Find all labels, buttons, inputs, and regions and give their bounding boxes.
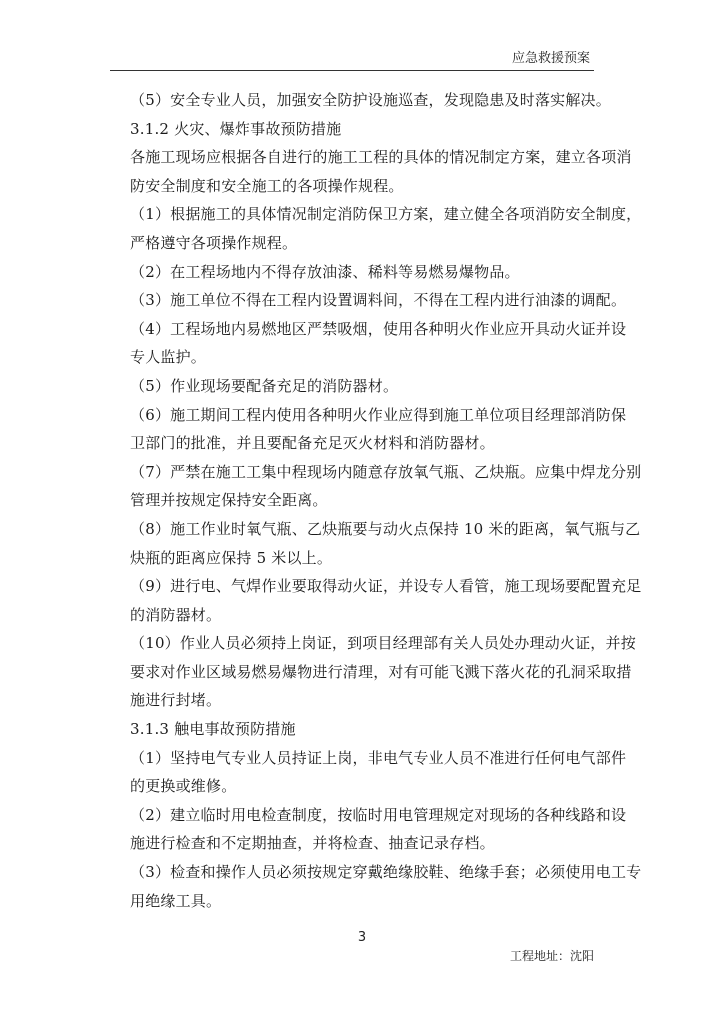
body-line: 防安全制度和安全施工的各项操作规程。 — [130, 176, 404, 195]
document-body — [130, 86, 642, 915]
body-line: （8）施工作业时氧气瓶、乙炔瓶要与动火点保持 10 米的距离，氧气瓶与乙 — [130, 519, 641, 538]
body-line: 的消防器材。 — [130, 605, 222, 624]
body-line: 炔瓶的距离应保持 5 米以上。 — [130, 548, 333, 567]
body-line: （7）严禁在施工工集中程现场内随意存放氧气瓶、乙炔瓶。应集中焊龙分别 — [130, 462, 642, 481]
body-line: 卫部门的批准，并且要配备充足灭火材料和消防器材。 — [130, 434, 495, 453]
body-line: （1）坚持电气专业人员持证上岗，非电气专业人员不准进行任何电气部件 — [130, 748, 627, 767]
footer-address: 工程地址：沈阳 — [509, 949, 594, 963]
body-line: （9）进行电、气焊作业要取得动火证，并设专人看管，施工现场要配置充足 — [130, 577, 642, 596]
page-header — [110, 50, 594, 71]
body-line: （5）作业现场要配备充足的消防器材。 — [130, 376, 399, 395]
body-line: 管理并按规定保持安全距离。 — [130, 491, 328, 510]
body-line: （3）检查和操作人员必须按规定穿戴绝缘胶鞋、绝缘手套；必须使用电工专 — [130, 863, 642, 882]
body-line: 要求对作业区域易燃易爆物进行清理，对有可能飞溅下落火花的孔洞采取措 — [130, 662, 632, 681]
body-line: 施进行检查和不定期抽查，并将检查、抽查记录存档。 — [130, 834, 495, 853]
body-line: （2）在工程场地内不得存放油漆、稀料等易燃易爆物品。 — [130, 262, 520, 281]
body-line: 各施工现场应根据各自进行的施工工程的具体的情况制定方案，建立各项消 — [130, 148, 632, 167]
body-line: 施进行封堵。 — [130, 691, 222, 710]
section-heading: 3.1.2 火灾、爆炸事故预防措施 — [130, 119, 342, 138]
section-heading: 3.1.3 触电事故预防措施 — [130, 720, 296, 739]
header-title: 应急救援预案 — [511, 51, 590, 66]
body-line: （2）建立临时用电检查制度，按临时用电管理规定对现场的各种线路和设 — [130, 805, 627, 824]
page-number: 3 — [357, 930, 367, 945]
body-line: （4）工程场地内易燃地区严禁吸烟，使用各种明火作业应开具动火证并设 — [130, 319, 627, 338]
body-line: （6）施工期间工程内使用各种明火作业应得到施工单位项目经理部消防保 — [130, 405, 627, 424]
body-line: 专人监护。 — [130, 348, 207, 367]
body-line: 的更换或维修。 — [130, 777, 237, 796]
body-line: 严格遵守各项操作规程。 — [130, 233, 298, 252]
body-line: （5）安全专业人员，加强安全防护设施巡查，发现隐患及时落实解决。 — [130, 91, 611, 109]
body-line: （1）根据施工的具体情况制定消防保卫方案，建立健全各项消防安全制度， — [130, 205, 642, 224]
body-line: （10）作业人员必须持上岗证，到项目经理部有关人员处办理动火证，并按 — [130, 634, 636, 653]
body-line: 用绝缘工具。 — [130, 891, 222, 910]
body-line: （3）施工单位不得在工程内设置调料间，不得在工程内进行油漆的调配。 — [130, 291, 627, 310]
